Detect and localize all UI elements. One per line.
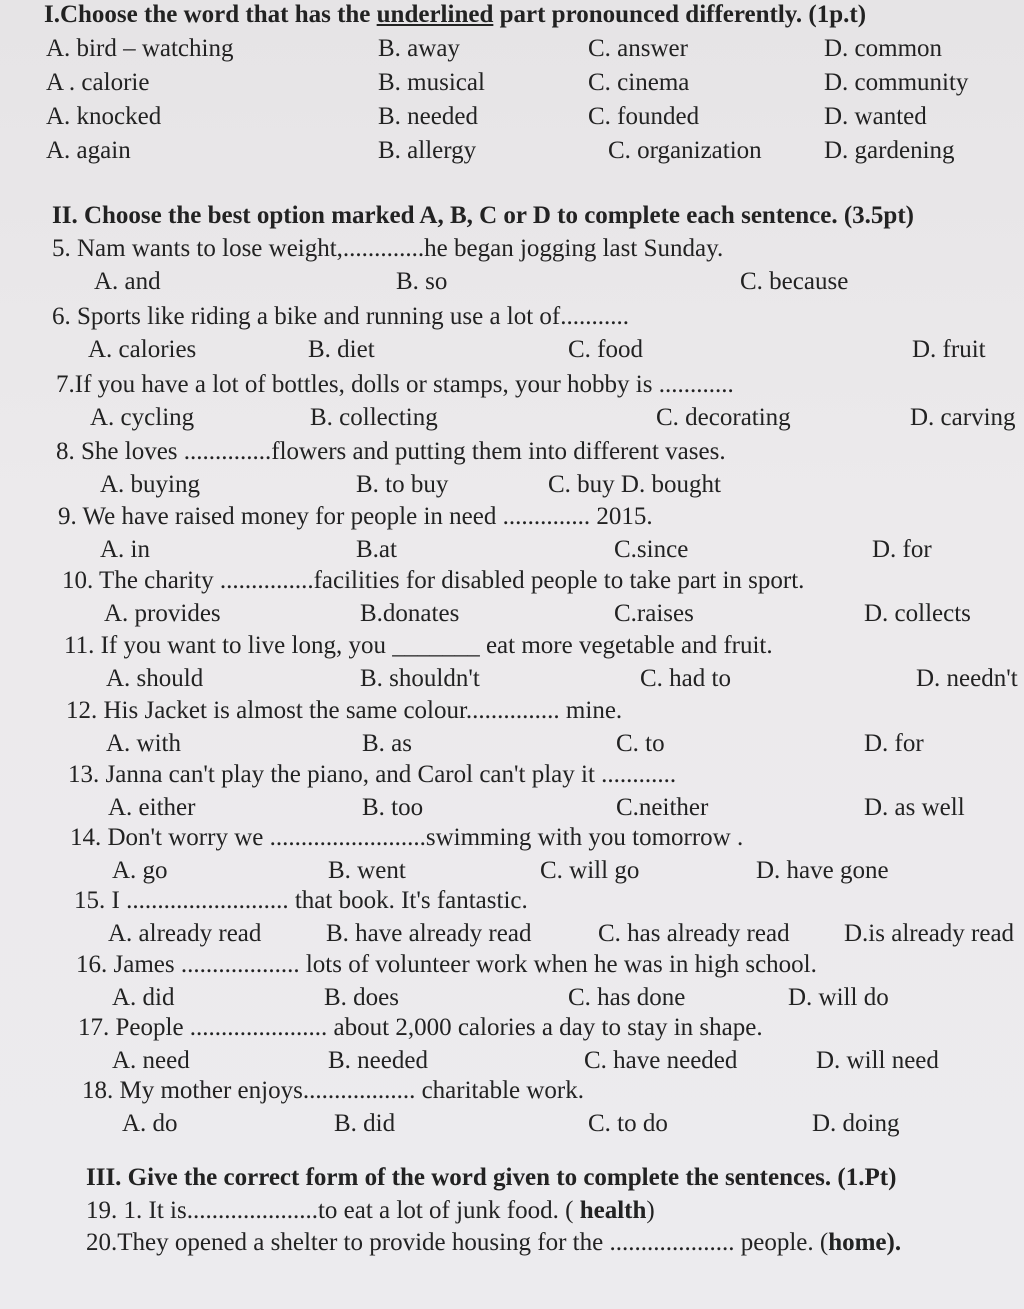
q3-option-a: A. knocked <box>46 103 162 130</box>
section1-title-underlined: underlined <box>376 1 494 28</box>
question-7: 7.If you have a lot of bottles, dolls or stamps, your hobby is ............ <box>56 371 734 398</box>
q17-option-a: A. need <box>112 1047 190 1074</box>
q13-option-d: D. as well <box>864 794 965 821</box>
question-16: 16. James ................... lots of volunteer work when he was in high school. <box>76 951 817 978</box>
q18-option-c: C. to do <box>588 1110 668 1137</box>
q9-option-b: B.at <box>356 536 397 563</box>
q4-option-b: B. allergy <box>378 137 477 164</box>
q1-option-a: A. bird – watching <box>46 35 234 62</box>
question-14: 14. Don't worry we .........................swimming with you tomorrow . <box>70 824 744 851</box>
q18-option-d: D. doing <box>812 1110 900 1137</box>
q10-option-a: A. provides <box>104 600 221 627</box>
q6-option-c: C. food <box>568 336 643 363</box>
q2-option-a: A . calorie <box>46 69 150 96</box>
q12-option-d: D. for <box>864 730 924 757</box>
q17-option-d: D. will need <box>816 1047 939 1074</box>
q13-option-a: A. either <box>108 794 196 821</box>
q16-option-d: D. will do <box>788 984 889 1011</box>
q12-option-b: B. as <box>362 730 412 757</box>
question-19-pre: 19. 1. It is.....................to eat a lot of junk food. ( <box>86 1197 580 1224</box>
q8-option-b: B. to buy <box>356 471 449 498</box>
q6-option-a: A. calories <box>88 336 197 363</box>
q4-option-d: D. gardening <box>824 137 955 164</box>
question-13: 13. Janna can't play the piano, and Carol can't play it ............ <box>68 761 677 788</box>
q3-option-d: D. wanted <box>824 103 927 130</box>
q7-option-a: A. cycling <box>90 404 195 431</box>
section3-title: III. Give the correct form of the word given to complete the sentences. (1.Pt) <box>86 1164 897 1191</box>
section1-title-post: part pronounced differently. (1p.t) <box>493 1 867 28</box>
q2-option-b: B. musical <box>378 69 485 96</box>
q2-option-c: C. cinema <box>588 69 690 96</box>
q14-option-c: C. will go <box>540 857 640 884</box>
q16-option-a: A. did <box>112 984 175 1011</box>
q7-option-b: B. collecting <box>310 404 438 431</box>
question-19-post: ) <box>646 1197 655 1224</box>
q17-option-c: C. have needed <box>584 1047 738 1074</box>
question-6: 6. Sports like riding a bike and running use a lot of........... <box>52 303 630 330</box>
q13-option-b: B. too <box>362 794 424 821</box>
q10-option-b: B.donates <box>360 600 460 627</box>
q14-option-d: D. have gone <box>756 857 889 884</box>
q12-option-a: A. with <box>106 730 181 757</box>
q11-option-a: A. should <box>106 665 204 692</box>
question-12: 12. His Jacket is almost the same colour............... mine. <box>66 697 623 724</box>
question-20-word: home <box>828 1229 887 1256</box>
section1-title-pre: I.Choose the word that has the <box>44 1 377 28</box>
question-5: 5. Nam wants to lose weight,.............he began jogging last Sunday. <box>52 235 724 262</box>
question-18: 18. My mother enjoys.................. charitable work. <box>82 1077 584 1104</box>
q1-option-d: D. common <box>824 35 943 62</box>
q10-option-c: C.raises <box>614 600 694 627</box>
question-19 <box>86 1196 655 1226</box>
question-10: 10. The charity ...............facilities for disabled people to take part in sport. <box>62 567 805 594</box>
q14-option-b: B. went <box>328 857 406 884</box>
q13-option-c: C.neither <box>616 794 709 821</box>
q7-option-c: C. decorating <box>656 404 791 431</box>
q15-option-a: A. already read <box>108 920 262 947</box>
section1-title <box>44 0 866 30</box>
q16-option-b: B. does <box>324 984 399 1011</box>
q7-option-d: D. carving <box>910 404 1016 431</box>
question-20 <box>86 1228 901 1258</box>
question-15: 15. I .......................... that book. It's fantastic. <box>74 887 528 914</box>
q11-option-d: D. needn't <box>916 665 1018 692</box>
q8-option-a: A. buying <box>100 471 200 498</box>
q1-option-c: C. answer <box>588 35 688 62</box>
question-9: 9. We have raised money for people in need .............. 2015. <box>58 503 653 530</box>
q17-option-b: B. needed <box>328 1047 428 1074</box>
q18-option-a: A. do <box>122 1110 178 1137</box>
q1-option-b: B. away <box>378 35 460 62</box>
q9-option-d: D. for <box>872 536 932 563</box>
q4-option-a: A. again <box>46 137 131 164</box>
question-17: 17. People ...................... about 2,000 calories a day to stay in shape. <box>78 1014 763 1041</box>
question-20-post: ). <box>886 1229 902 1256</box>
q6-option-d: D. fruit <box>912 336 986 363</box>
q15-option-b: B. have already read <box>326 920 532 947</box>
q3-option-b: B. needed <box>378 103 478 130</box>
q9-option-c: C.since <box>614 536 689 563</box>
q5-option-c: C. because <box>740 268 849 295</box>
q11-option-c: C. had to <box>640 665 731 692</box>
q12-option-c: C. to <box>616 730 665 757</box>
q10-option-d: D. collects <box>864 600 971 627</box>
q5-option-b: B. so <box>396 268 448 295</box>
q3-option-c: C. founded <box>588 103 700 130</box>
q11-option-b: B. shouldn't <box>360 665 480 692</box>
q15-option-d: D.is already read <box>844 920 1015 947</box>
q16-option-c: C. has done <box>568 984 686 1011</box>
q9-option-a: A. in <box>100 536 150 563</box>
question-8: 8. She loves ..............flowers and putting them into different vases. <box>56 438 726 465</box>
question-19-word: health <box>579 1197 647 1224</box>
q5-option-a: A. and <box>94 268 161 295</box>
section2-title: II. Choose the best option marked A, B, C or D to complete each sentence. (3.5pt) <box>52 202 914 229</box>
q6-option-b: B. diet <box>308 336 375 363</box>
q18-option-b: B. did <box>334 1110 396 1137</box>
question-11: 11. If you want to live long, you _______ eat more vegetable and fruit. <box>64 632 773 659</box>
q14-option-a: A. go <box>112 857 168 884</box>
q2-option-d: D. community <box>824 69 969 96</box>
q15-option-c: C. has already read <box>598 920 790 947</box>
q8-option-c: C. buy D. bought <box>548 471 721 498</box>
q4-option-c: C. organization <box>608 137 762 164</box>
question-20-pre: 20.They opened a shelter to provide housing for the .................... people. ( <box>86 1229 829 1256</box>
